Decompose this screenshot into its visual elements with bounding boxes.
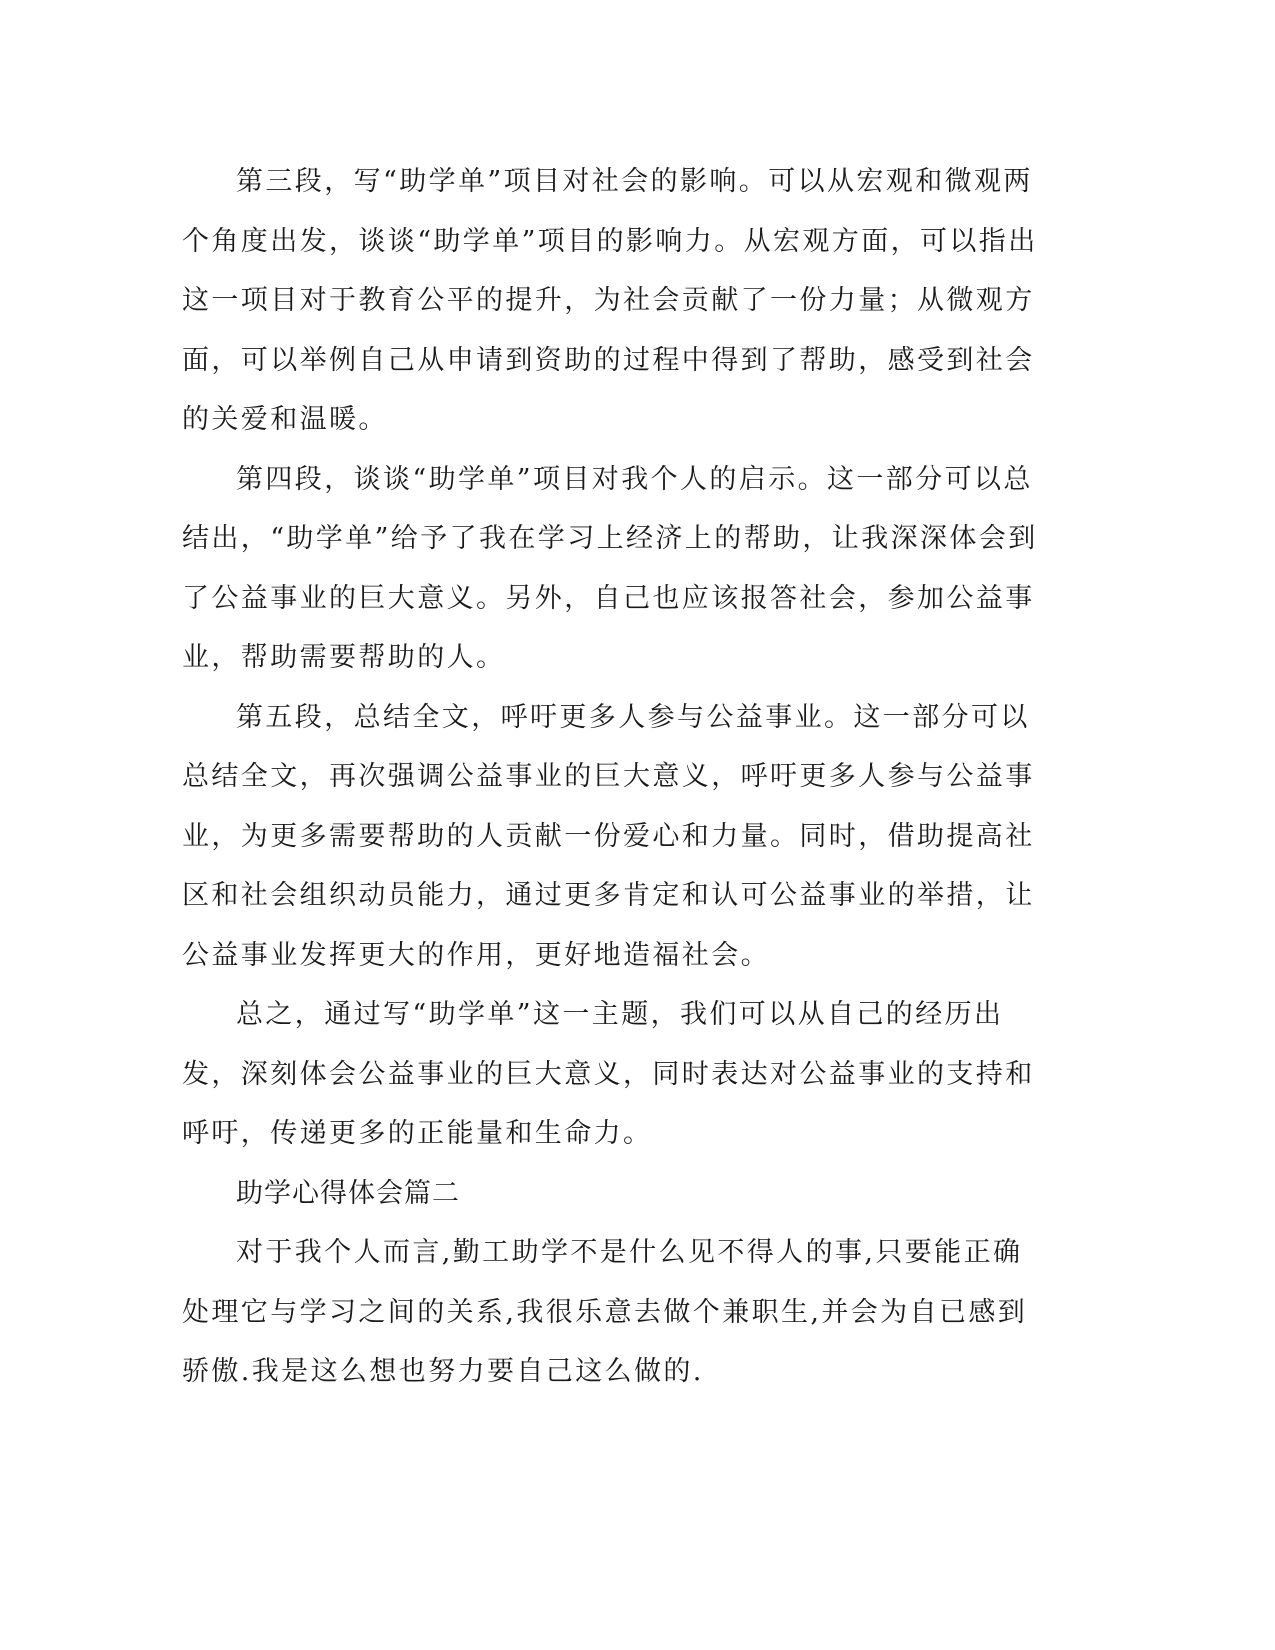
paragraph-4: 第四段，谈谈“助学单”项目对我个人的启示。这一部分可以总结出，“助学单”给予了我在学习上经济上的帮助，让我深深体会到了公益事业的巨大意义。另外，自己也应该报答社会，参加公益事业，帮助需要帮助的人。 <box>182 463 1038 673</box>
section-heading: 助学心得体会篇二 <box>236 1177 460 1209</box>
paragraph-3: 第三段，写“助学单”项目对社会的影响。可以从宏观和微观两个角度出发，谈谈“助学单”项目的影响力。从宏观方面，可以指出这一项目对于教育公平的提升，为社会贡献了一份力量；从微观方面，可以举例自己从申请到资助的过程中得到了帮助，感受到社会的关爱和温暖。 <box>182 166 1038 435</box>
paragraph-5: 第五段，总结全文，呼吁更多人参与公益事业。这一部分可以总结全文，再次强调公益事业的巨大意义，呼吁更多人参与公益事业，为更多需要帮助的人贡献一份爱心和力量。同时，借助提高社区和社会组织动员能力，通过更多肯定和认可公益事业的举措，让公益事业发挥更大的作用，更好地造福社会。 <box>182 701 1035 971</box>
section-paragraph: 对于我个人而言,勤工助学不是什么见不得人的事,只要能正确处理它与学习之间的关系,我很乐意去做个兼职生,并会为自已感到骄傲.我是这么想也努力要自己这么做的. <box>182 1237 1028 1387</box>
paragraph-conclusion: 总之，通过写“助学单”这一主题，我们可以从自己的经历出发，深刻体会公益事业的巨大意义，同时表达对公益事业的支持和呼吁，传递更多的正能量和生命力。 <box>182 999 1035 1149</box>
document-body <box>182 152 1042 1402</box>
